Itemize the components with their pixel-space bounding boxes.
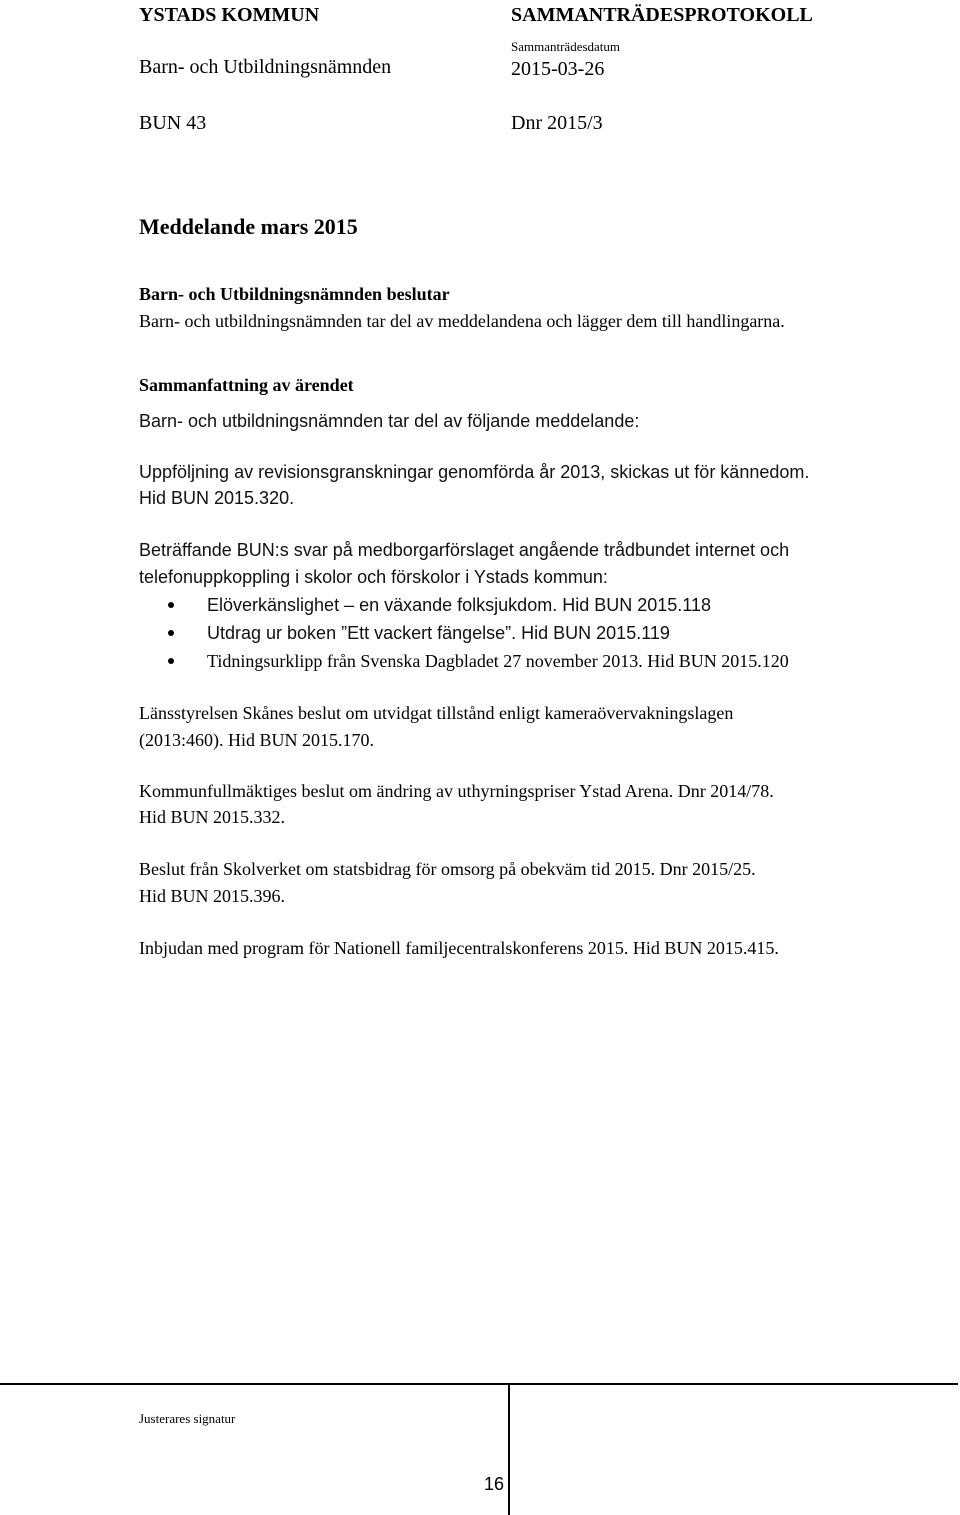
committee-name: Barn- och Utbildningsnämnden [139,56,392,78]
decision-text: Barn- och utbildningsnämnden tar del av meddelandena och lägger dem till handlingarna. [139,311,785,331]
meeting-date-label: Sammanträdesdatum [511,39,621,54]
page-number: 16 [484,1474,505,1494]
bullet-icon [168,658,174,664]
meeting-date: 2015-03-26 [511,58,605,80]
bullet-icon [168,630,174,636]
municipality-name: YSTADS KOMMUN [139,4,320,26]
message-item-2-line-2: telefonuppkoppling i skolor och förskolor i Ystads kommun: [139,567,608,587]
bullet-text: Tidningsurklipp från Svenska Dagbladet 27 november 2013. Hid BUN 2015.120 [207,651,789,671]
message-item-4-line-2: Hid BUN 2015.332. [139,807,286,827]
message-item-4-line-1: Kommunfullmäktiges beslut om ändring av uthyrningspriser Ystad Arena. Dnr 2014/78. [139,781,774,801]
message-item-3-line-1: Länsstyrelsen Skånes beslut om utvidgat tillstånd enligt kameraövervakningslagen [139,703,734,723]
message-item-6: Inbjudan med program för Nationell familjecentralskonferens 2015. Hid BUN 2015.415. [139,938,779,958]
signature-box-divider [508,1385,510,1515]
bullet-text: Elöverkänslighet – en växande folksjukdom. Hid BUN 2015.118 [207,595,711,615]
bullet-icon [168,602,174,608]
signature-label: Justerares signatur [139,1411,236,1426]
page-title: Meddelande mars 2015 [139,214,358,239]
summary-intro: Barn- och utbildningsnämnden tar del av följande meddelande: [139,411,640,431]
message-item-5-line-1: Beslut från Skolverket om statsbidrag för omsorg på obekväm tid 2015. Dnr 2015/25. [139,859,756,879]
document-type: SAMMANTRÄDESPROTOKOLL [511,4,813,26]
message-item-1-line-1: Uppföljning av revisionsgranskningar genomförda år 2013, skickas ut för kännedom. [139,462,810,482]
diary-number: Dnr 2015/3 [511,112,603,134]
paragraph-number: BUN 43 [139,112,207,134]
message-item-3-line-2: (2013:460). Hid BUN 2015.170. [139,730,374,750]
message-item-1-line-2: Hid BUN 2015.320. [139,488,295,508]
decision-heading: Barn- och Utbildningsnämnden beslutar [139,284,450,304]
message-item-5-line-2: Hid BUN 2015.396. [139,886,286,906]
message-item-2-line-1: Beträffande BUN:s svar på medborgarförslaget angående trådbundet internet och [139,540,790,560]
summary-heading: Sammanfattning av ärendet [139,375,354,395]
bullet-text: Utdrag ur boken ”Ett vackert fängelse”. Hid BUN 2015.119 [207,623,670,643]
footer-divider [0,1383,958,1385]
